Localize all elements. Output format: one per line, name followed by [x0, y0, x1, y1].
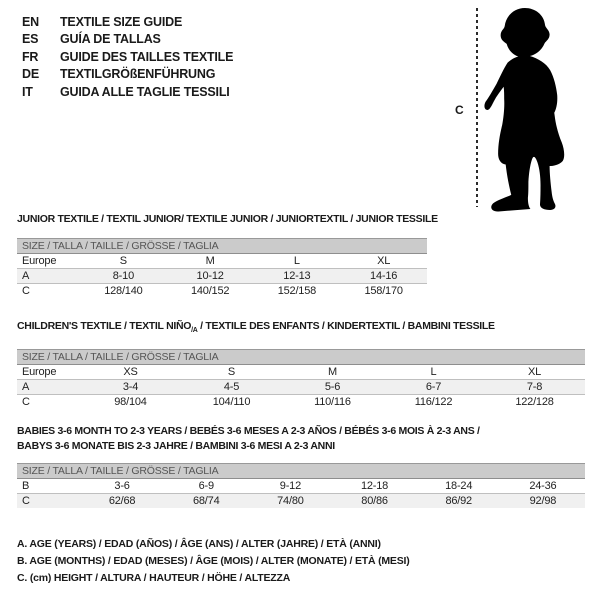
section-title [17, 424, 585, 454]
table-row [17, 284, 427, 299]
value-cell: 12-13 [254, 269, 341, 284]
language-label: GUIDA ALLE TAGLIE TESSILI [60, 84, 230, 99]
value-cell: 18-24 [417, 479, 501, 494]
value-cell: L [254, 254, 341, 269]
value-cell: 4-5 [181, 380, 282, 395]
value-cell: 14-16 [340, 269, 427, 284]
section-title [17, 319, 585, 338]
value-cell: 24-36 [501, 479, 585, 494]
size-header-bar: SIZE / TALLA / TAILLE / GRÖSSE / TAGLIA [17, 463, 585, 479]
language-row [22, 48, 233, 66]
height-measure-dotted-line [476, 8, 478, 207]
value-cell: 74/80 [248, 494, 332, 509]
row-label-cell: C [22, 285, 30, 297]
table-row [17, 269, 427, 284]
value-cell: 7-8 [484, 380, 585, 395]
value-cell: 110/116 [314, 396, 351, 409]
language-row [22, 31, 233, 49]
legend-notes [17, 536, 410, 587]
value-cell: 3-4 [80, 380, 181, 395]
section-title-post: / TEXTILE DES ENFANTS / KINDERTEXTIL / BAMBINI TESSILE [197, 320, 495, 332]
size-header-bar: SIZE / TALLA / TAILLE / GRÖSSE / TAGLIA [17, 349, 585, 365]
value-cell: 6-9 [164, 479, 248, 494]
babies-size-table [17, 479, 585, 508]
language-label: GUIDE DES TAILLES TEXTILE [60, 49, 234, 64]
value-cell: 128/140 [104, 285, 143, 297]
row-label-cell: Europe [17, 254, 80, 269]
row-label-cell: A [17, 269, 80, 284]
legend-note-a: A. AGE (YEARS) / EDAD (AÑOS) / ÂGE (ANS) / ALTER (JAHRE) / ETÀ (ANNI) [17, 538, 381, 550]
value-cell: XL [484, 365, 585, 380]
row-label-cell: C [17, 494, 80, 509]
value-cell: 92/98 [501, 494, 585, 509]
value-cell: 116/122 [414, 396, 453, 409]
language-row [22, 83, 233, 101]
value-cell: M [167, 254, 254, 269]
language-code: ES [22, 32, 39, 47]
language-label: TEXTILE SIZE GUIDE [60, 14, 183, 29]
language-code: DE [22, 67, 39, 82]
value-cell: 68/74 [164, 494, 248, 509]
value-cell: 6-7 [383, 380, 484, 395]
value-cell: S [181, 365, 282, 380]
value-cell: XL [340, 254, 427, 269]
table-row [17, 395, 585, 410]
section-title-subscript: /A [191, 327, 198, 335]
value-cell: 104/110 [212, 396, 251, 409]
language-row [22, 66, 233, 84]
table-row [17, 380, 585, 395]
value-cell: 10-12 [167, 269, 254, 284]
row-label-cell: Europe [17, 365, 80, 380]
section-junior-textile [17, 212, 438, 298]
language-code: FR [22, 49, 39, 64]
value-cell: 8-10 [80, 269, 167, 284]
table-row [17, 365, 585, 380]
row-label-cell: B [17, 479, 80, 494]
height-measure-label: C [455, 103, 464, 117]
legend-note-c: C. (cm) HEIGHT / ALTURA / HAUTEUR / HÖHE / ALTEZZA [17, 572, 291, 584]
language-label: TEXTILGRÖßENFÜHRUNG [60, 67, 216, 82]
value-cell: 98/104 [114, 396, 147, 409]
section-children-textile [17, 319, 585, 409]
size-header-bar: SIZE / TALLA / TAILLE / GRÖSSE / TAGLIA [17, 238, 427, 254]
value-cell: 5-6 [282, 380, 383, 395]
baby-silhouette-icon [483, 6, 593, 212]
value-cell: 80/86 [332, 494, 416, 509]
value-cell: 12-18 [332, 479, 416, 494]
value-cell: 122/128 [515, 396, 554, 409]
section-title-pre: CHILDREN'S TEXTILE / TEXTIL NIÑO [17, 320, 192, 332]
children-size-table [17, 365, 585, 409]
language-code: EN [22, 14, 39, 29]
language-row [22, 13, 233, 31]
section-title-line: BABYS 3-6 MONATE BIS 2-3 JAHRE / BAMBINI 3-6 MESI A 2-3 ANNI [17, 440, 335, 452]
table-row [17, 254, 427, 269]
junior-size-table [17, 254, 427, 298]
table-row [17, 494, 585, 509]
row-label-cell: A [17, 380, 80, 395]
value-cell: 3-6 [80, 479, 164, 494]
value-cell: 86/92 [417, 494, 501, 509]
value-cell: M [282, 365, 383, 380]
table-row [17, 479, 585, 494]
section-title-line: BABIES 3-6 MONTH TO 2-3 YEARS / BEBÉS 3-6 MESES A 2-3 AÑOS / BÉBÉS 3-6 MOIS À 2-3 ANS / [17, 425, 480, 437]
language-code: IT [22, 84, 33, 99]
value-cell: 62/68 [80, 494, 164, 509]
language-title-block [22, 13, 233, 101]
value-cell: 158/170 [364, 285, 403, 297]
section-title: JUNIOR TEXTILE / TEXTIL JUNIOR/ TEXTILE JUNIOR / JUNIORTEXTIL / JUNIOR TESSILE [17, 213, 438, 225]
value-cell: XS [80, 365, 181, 380]
value-cell: 152/158 [277, 285, 317, 297]
value-cell: L [383, 365, 484, 380]
value-cell: 9-12 [248, 479, 332, 494]
value-cell: S [80, 254, 167, 269]
section-babies-textile [17, 424, 585, 508]
language-label: GUÍA DE TALLAS [60, 32, 161, 47]
row-label-cell: C [22, 396, 30, 409]
legend-note-b: B. AGE (MONTHS) / EDAD (MESES) / ÂGE (MOIS) / ALTER (MONATE) / ETÀ (MESI) [17, 555, 410, 567]
value-cell: 140/152 [190, 285, 230, 297]
